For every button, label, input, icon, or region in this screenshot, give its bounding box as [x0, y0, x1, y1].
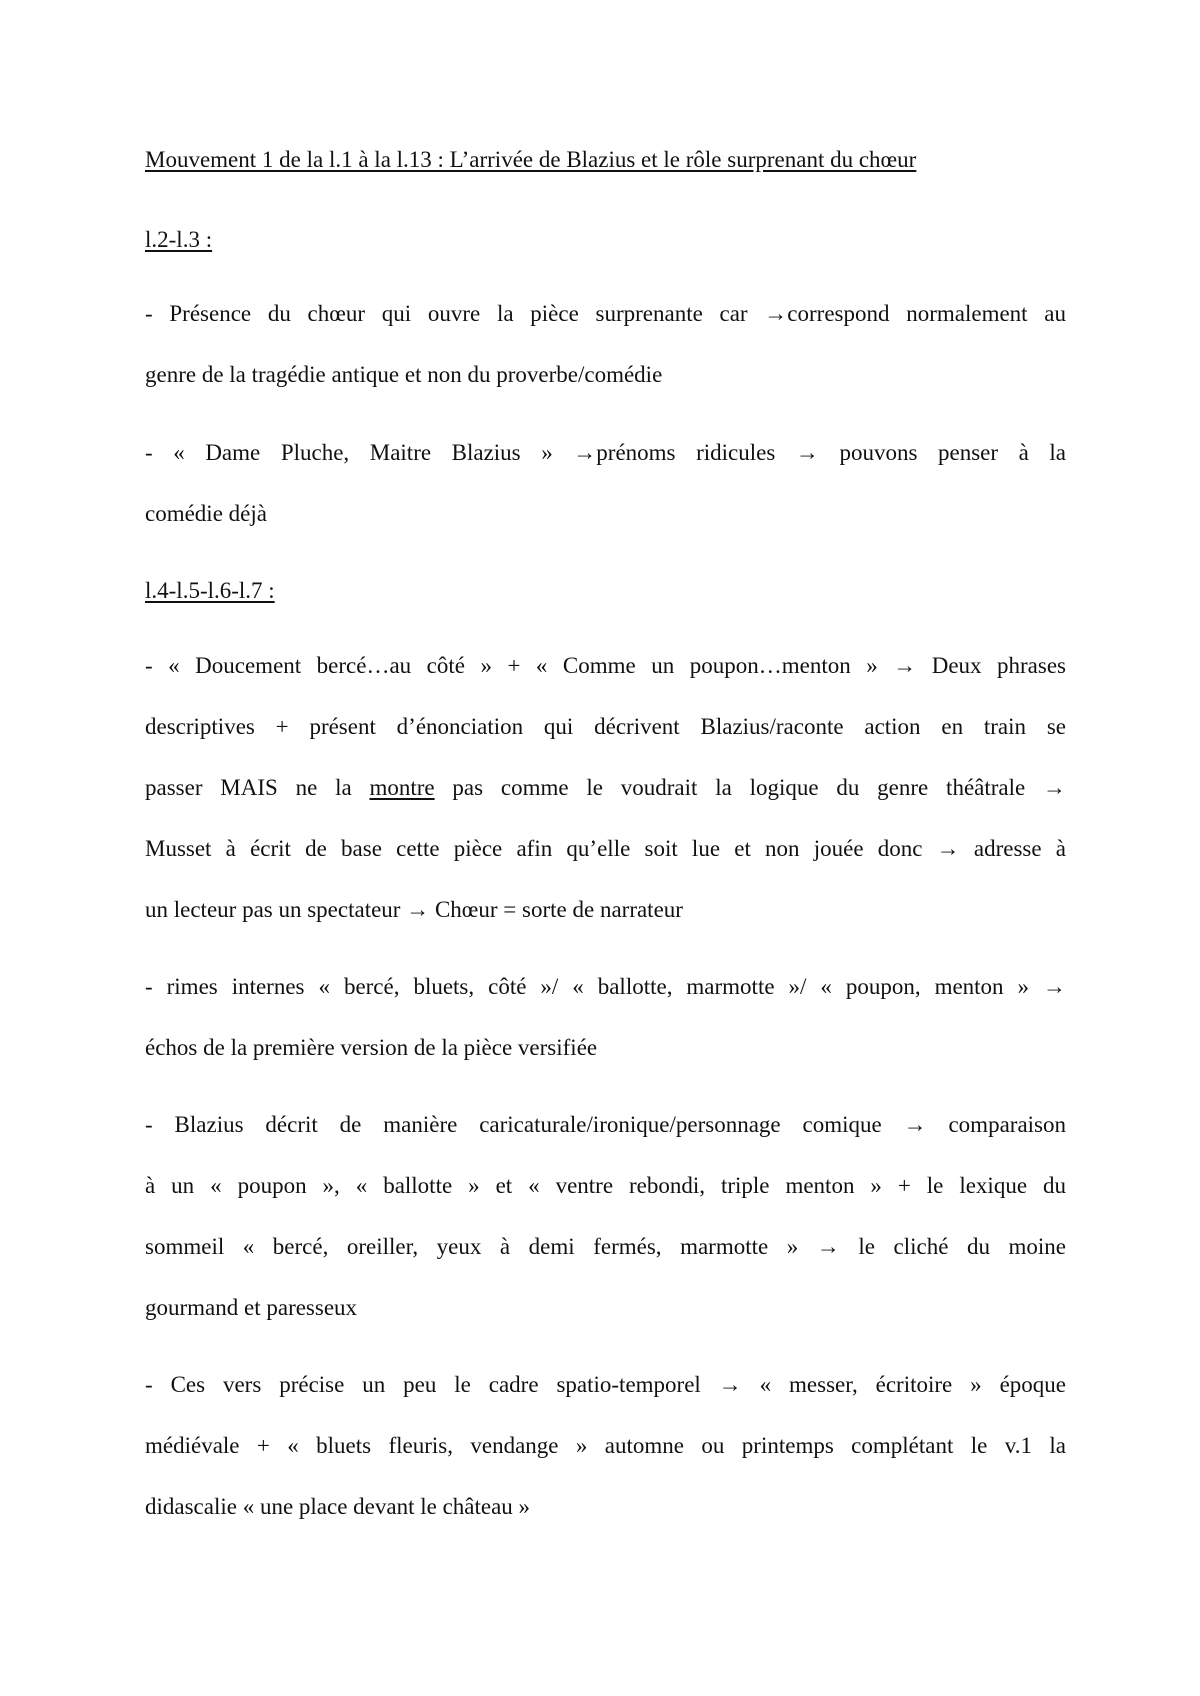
bullet-6-line-3: didascalie « une place devant le château »: [145, 1494, 531, 1519]
bullet-3-line-1: - « Doucement bercé…au côté » + « Comme un poupon…menton » → Deux phrases: [145, 653, 1066, 678]
bullet-2-line-2: comédie déjà: [145, 501, 267, 526]
bullet-5-line-4: gourmand et paresseux: [145, 1295, 358, 1320]
document-title: [145, 146, 1066, 174]
bullet-3-line-3-part-c: pas comme le voudrait la logique du genre théâtrale →: [434, 775, 1067, 800]
section-heading-1-text: l.2-l.3 :: [145, 227, 213, 252]
bullet-4-line-2: échos de la première version de la pièce versifiée: [145, 1035, 598, 1060]
section-heading-1: [145, 226, 1066, 254]
bullet-6-line-2: médiévale + « bluets fleuris, vendange » automne ou printemps complétant le v.1 la: [145, 1433, 1066, 1458]
title-text: Mouvement 1 de la l.1 à la l.13 : L’arrivée de Blazius et le rôle surprenant du chœur: [145, 147, 917, 172]
bullet-3-line-4: Musset à écrit de base cette pièce afin qu’elle soit lue et non jouée donc → adresse à: [145, 836, 1066, 861]
bullet-3-line-5: un lecteur pas un spectateur → Chœur = sorte de narrateur: [145, 897, 683, 922]
emphasized-word: montre: [369, 775, 435, 800]
bullet-5-line-1: - Blazius décrit de manière caricaturale/ironique/personnage comique → comparaison: [145, 1112, 1066, 1137]
bullet-5-line-3: sommeil « bercé, oreiller, yeux à demi fermés, marmotte » → le cliché du moine: [145, 1234, 1066, 1259]
bullet-5-line-2: à un « poupon », « ballotte » et « ventre rebondi, triple menton » + le lexique du: [145, 1173, 1066, 1198]
bullet-6-line-1: - Ces vers précise un peu le cadre spatio-temporel → « messer, écritoire » époque: [145, 1372, 1066, 1397]
bullet-3-line-3: [145, 774, 1066, 802]
bullet-4-line-1: - rimes internes « bercé, bluets, côté »/ « ballotte, marmotte »/ « poupon, menton » →: [145, 974, 1066, 999]
bullet-1-line-2: genre de la tragédie antique et non du proverbe/comédie: [145, 362, 663, 387]
bullet-2-line-1: - « Dame Pluche, Maitre Blazius » →prénoms ridicules → pouvons penser à la: [145, 440, 1066, 465]
bullet-1-line-1: - Présence du chœur qui ouvre la pièce surprenante car →correspond normalement au: [145, 301, 1066, 326]
section-heading-2: [145, 577, 1066, 605]
section-heading-2-text: l.4-l.5-l.6-l.7 :: [145, 578, 275, 603]
bullet-3-line-2: descriptives + présent d’énonciation qui décrivent Blazius/raconte action en train se: [145, 714, 1066, 739]
bullet-3-line-3-part-a: passer MAIS ne la: [145, 775, 370, 800]
